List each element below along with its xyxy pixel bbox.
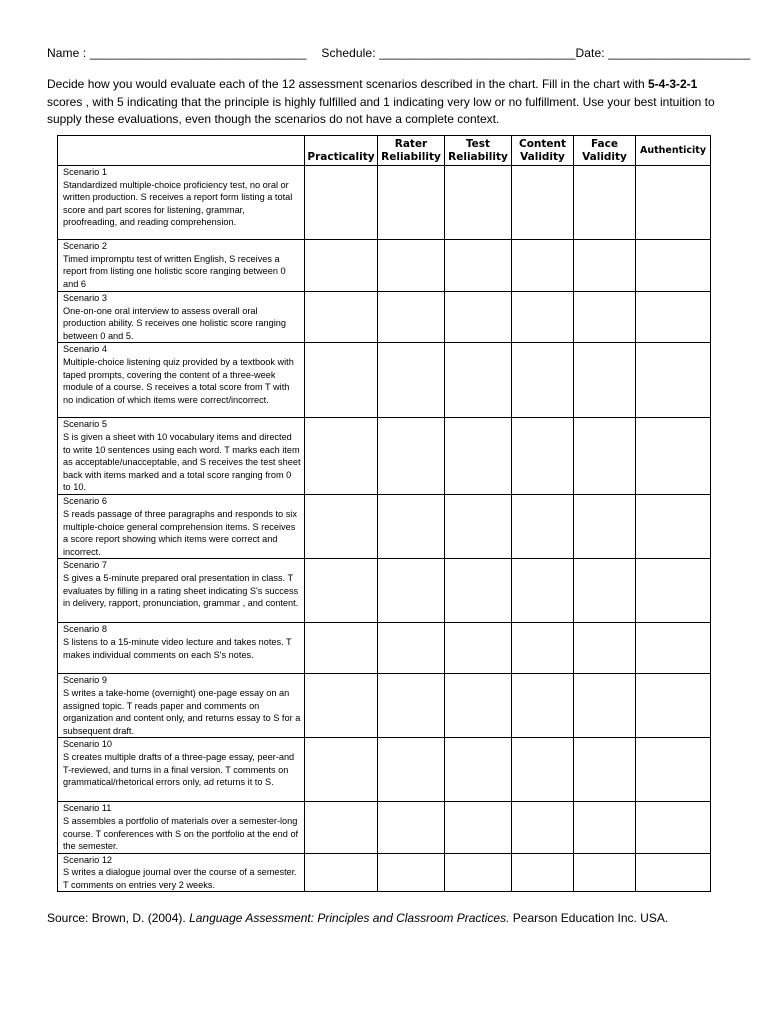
scenario-text: S reads passage of three paragraphs and responds to six multiple-choice general comprehension items. S receives a score report showing which items were correct and incorrect.	[63, 508, 297, 557]
instructions-text-2: scores , with 5 indicating that the principle is highly fulfilled and 1 indicating very low or no fulfillment. Use your best intuition to supply these evaluations, even though the scenarios do not have a complete context.	[47, 94, 715, 126]
scenario-text: S listens to a 15-minute video lecture and takes notes. T makes individual comments on each S's notes.	[63, 636, 292, 660]
score-cell[interactable]	[512, 292, 574, 343]
score-cell[interactable]	[445, 674, 512, 738]
scenario-title: Scenario 1	[63, 167, 107, 177]
table-row	[58, 674, 711, 738]
score-cell[interactable]	[445, 853, 512, 892]
score-cell[interactable]	[512, 674, 574, 738]
score-cell[interactable]	[636, 418, 711, 495]
score-cell[interactable]	[636, 738, 711, 802]
score-cell[interactable]	[512, 343, 574, 418]
score-cell[interactable]	[636, 674, 711, 738]
date-field[interactable]: Date: _____________________	[575, 46, 751, 60]
score-cell[interactable]	[512, 166, 574, 240]
scenario-description	[58, 418, 305, 495]
score-cell[interactable]	[378, 418, 445, 495]
score-cell[interactable]	[305, 623, 378, 674]
scenario-title: Scenario 12	[63, 854, 113, 865]
column-header: Test Reliability	[445, 136, 512, 166]
score-cell[interactable]	[574, 292, 636, 343]
score-cell[interactable]	[445, 343, 512, 418]
name-field[interactable]: Name : ________________________________	[47, 46, 307, 60]
score-cell[interactable]	[512, 418, 574, 495]
score-cell[interactable]	[574, 495, 636, 559]
scenario-description	[58, 240, 305, 292]
score-cell[interactable]	[445, 418, 512, 495]
score-cell[interactable]	[445, 240, 512, 292]
scenario-description	[58, 623, 305, 674]
scenario-text: S writes a take-home (overnight) one-page essay on an assigned topic. T reads paper and comments on organization and content only, and returns essay to S for a subsequent draft.	[63, 687, 301, 736]
score-cell[interactable]	[445, 292, 512, 343]
column-header: Rater Reliability	[378, 136, 445, 166]
scenario-title: Scenario 2	[63, 241, 107, 251]
column-header: Face Validity	[574, 136, 636, 166]
scenario-description	[58, 343, 305, 418]
score-cell[interactable]	[512, 495, 574, 559]
score-cell[interactable]	[378, 495, 445, 559]
scenario-title: Scenario 3	[63, 293, 107, 303]
score-cell[interactable]	[445, 623, 512, 674]
score-cell[interactable]	[574, 738, 636, 802]
table-row	[58, 802, 711, 853]
header-row	[58, 136, 711, 166]
scenario-title: Scenario 6	[63, 496, 107, 507]
score-cell[interactable]	[574, 802, 636, 853]
column-header: Practicality	[305, 136, 378, 166]
score-cell[interactable]	[305, 802, 378, 853]
corner-cell	[58, 136, 305, 166]
column-header: Authenticity	[636, 136, 711, 166]
column-header: Content Validity	[512, 136, 574, 166]
instructions-text-1: Decide how you would evaluate each of the 12 assessment scenarios described in the chart. Fill in the chart with	[47, 77, 648, 91]
table-row	[58, 166, 711, 240]
score-cell[interactable]	[445, 802, 512, 853]
table-row	[58, 853, 711, 892]
score-cell[interactable]	[636, 166, 711, 240]
score-scale: 5-4-3-2-1	[648, 77, 698, 91]
citation-title: Language Assessment: Principles and Classroom Practices.	[189, 911, 510, 925]
scenario-title: Scenario 8	[63, 624, 107, 635]
score-cell[interactable]	[445, 559, 512, 623]
scenario-title: Scenario 11	[63, 803, 112, 814]
scenario-text: S creates multiple drafts of a three-page essay, peer-and T-reviewed, and turns in a final version. T comments on grammatical/rhetorical errors only, ad returns it to S.	[63, 751, 295, 788]
scenario-description	[58, 674, 305, 738]
score-cell[interactable]	[305, 674, 378, 738]
score-cell[interactable]	[445, 166, 512, 240]
score-cell[interactable]	[574, 674, 636, 738]
score-cell[interactable]	[512, 623, 574, 674]
instructions	[47, 76, 727, 129]
score-cell[interactable]	[636, 623, 711, 674]
scenario-description	[58, 495, 305, 559]
score-cell[interactable]	[305, 495, 378, 559]
score-cell[interactable]	[378, 623, 445, 674]
score-cell[interactable]	[636, 853, 711, 892]
scenario-title: Scenario 9	[63, 675, 107, 686]
score-cell[interactable]	[574, 418, 636, 495]
table-row	[58, 418, 711, 495]
scenario-text: One-on-one oral interview to assess overall oral production ability. S receives one holistic score ranging between 0 and 5.	[63, 305, 286, 341]
table-row	[58, 292, 711, 343]
scenario-text: S gives a 5-minute prepared oral presentation in class. T evaluates by filling in a rating sheet indicating S's success in delivery, rapport, pronunciation, grammar , and content.	[63, 572, 299, 609]
score-cell[interactable]	[378, 738, 445, 802]
header-fields	[47, 46, 751, 60]
score-cell[interactable]	[378, 292, 445, 343]
scenario-description	[58, 802, 305, 853]
scenario-description	[58, 738, 305, 802]
score-cell[interactable]	[636, 292, 711, 343]
score-cell[interactable]	[574, 623, 636, 674]
evaluation-chart	[57, 135, 711, 892]
citation-author: Source: Brown, D. (2004).	[47, 911, 190, 925]
score-cell[interactable]	[305, 292, 378, 343]
scenario-description	[58, 853, 305, 892]
score-cell[interactable]	[636, 495, 711, 559]
score-cell[interactable]	[636, 343, 711, 418]
score-cell[interactable]	[378, 674, 445, 738]
score-cell[interactable]	[574, 343, 636, 418]
citation-publisher: Pearson Education Inc. USA.	[509, 911, 669, 925]
score-cell[interactable]	[445, 495, 512, 559]
score-cell[interactable]	[378, 343, 445, 418]
score-cell[interactable]	[378, 559, 445, 623]
scenario-title: Scenario 5	[63, 419, 107, 430]
score-cell[interactable]	[378, 166, 445, 240]
score-cell[interactable]	[445, 738, 512, 802]
score-cell[interactable]	[574, 240, 636, 292]
source-citation	[47, 911, 668, 925]
scenario-description	[58, 166, 305, 240]
score-cell[interactable]	[512, 853, 574, 892]
scenario-text: Timed impromptu test of written English, S receives a report from listing one holistic score ranging between 0 and 6	[63, 253, 286, 289]
scenario-title: Scenario 7	[63, 560, 107, 571]
scenario-description	[58, 292, 305, 343]
score-cell[interactable]	[512, 240, 574, 292]
score-cell[interactable]	[512, 738, 574, 802]
scenario-text: S writes a dialogue journal over the course of a semester. T comments on entries very 2 weeks.	[63, 867, 297, 890]
score-cell[interactable]	[305, 166, 378, 240]
scenario-text: S assembles a portfolio of materials over a semester-long course. T conferences with S on the portfolio at the end of the semester.	[63, 815, 299, 852]
table-row	[58, 559, 711, 623]
scenario-title: Scenario 4	[63, 344, 107, 355]
scenario-text: Multiple-choice listening quiz provided by a textbook with taped prompts, covering the content of a three-week module of a course. S receives a total score from T with no indication of which items were correct/incorrect.	[63, 356, 294, 405]
table-row	[58, 240, 711, 292]
score-cell[interactable]	[305, 418, 378, 495]
score-cell[interactable]	[574, 166, 636, 240]
table-row	[58, 623, 711, 674]
score-cell[interactable]	[636, 240, 711, 292]
table-row	[58, 738, 711, 802]
score-cell[interactable]	[574, 559, 636, 623]
score-cell[interactable]	[378, 802, 445, 853]
score-cell[interactable]	[305, 853, 378, 892]
score-cell[interactable]	[305, 343, 378, 418]
score-cell[interactable]	[636, 802, 711, 853]
score-cell[interactable]	[574, 853, 636, 892]
scenario-description	[58, 559, 305, 623]
table-row	[58, 495, 711, 559]
score-cell[interactable]	[305, 559, 378, 623]
score-cell[interactable]	[512, 559, 574, 623]
score-cell[interactable]	[378, 853, 445, 892]
scenario-text: S is given a sheet with 10 vocabulary items and directed to write 10 sentences using each word. T marks each item as acceptable/unacceptable, and S receives the test sheet back with items marked and a total score ranging from 0 to 10.	[63, 431, 301, 493]
scenario-text: Standardized multiple-choice proficiency test, no oral or written production. S receives a report form listing a total score and part scores for listening, grammar, proofreading, and reading comprehension.	[63, 179, 293, 228]
score-cell[interactable]	[512, 802, 574, 853]
table-row	[58, 343, 711, 418]
score-cell[interactable]	[378, 240, 445, 292]
score-cell[interactable]	[305, 240, 378, 292]
scenario-title: Scenario 10	[63, 739, 113, 750]
schedule-field[interactable]: Schedule: _____________________________	[321, 46, 576, 60]
score-cell[interactable]	[636, 559, 711, 623]
score-cell[interactable]	[305, 738, 378, 802]
